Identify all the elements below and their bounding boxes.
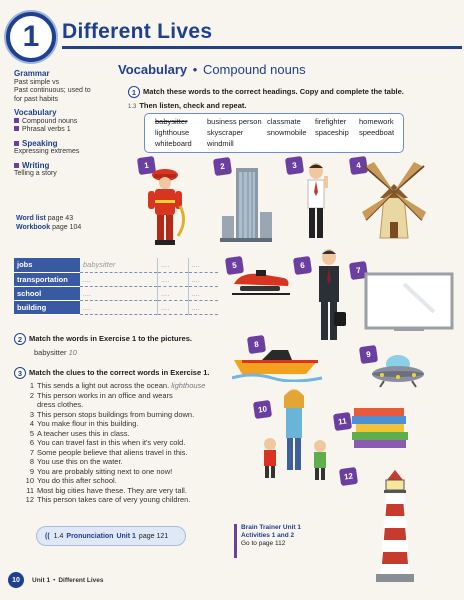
compound-nouns-table — [14, 258, 218, 315]
list-item — [24, 429, 224, 439]
clue-answer: lighthouse — [171, 381, 206, 390]
picture-badge-1: 1 — [137, 156, 156, 175]
clue-text: You use this on the water. — [37, 457, 123, 466]
list-item — [24, 410, 224, 420]
table-cell[interactable]: .... — [188, 272, 218, 286]
word-item: spaceship — [315, 128, 349, 137]
exercise-2-example — [34, 348, 77, 357]
brain-trainer-goto: Go to page 112 — [241, 540, 286, 547]
picture-badge-6: 6 — [293, 256, 312, 275]
word-box — [144, 113, 404, 153]
picture-badge-11: 11 — [333, 412, 352, 431]
table-cell[interactable]: .... — [188, 300, 218, 314]
snowmobile-illustration — [230, 264, 294, 298]
word-item: lighthouse — [155, 128, 190, 137]
lighthouse-illustration — [372, 470, 418, 586]
clue-text: This person works in an office and wears — [37, 390, 173, 400]
pronunciation-audio-number: 1.4 — [53, 532, 64, 540]
workbook-ref[interactable] — [16, 223, 81, 232]
speedboat-illustration — [232, 346, 324, 382]
pronunciation-page: page 121 — [138, 532, 169, 540]
clue-number: 3 — [29, 409, 34, 419]
brain-trainer-title: Brain Trainer Unit 1 — [241, 524, 301, 531]
contents-heading-grammar: Grammar — [14, 69, 50, 78]
table-row — [14, 300, 218, 314]
clue-number: 11 — [26, 485, 34, 495]
example-answer: 10 — [68, 348, 77, 357]
firefighter-illustration — [140, 166, 190, 248]
list-item — [24, 419, 224, 429]
exercise-number: 2 — [14, 333, 26, 345]
contents-item: Past simple vs — [14, 78, 60, 86]
picture-badge-9: 9 — [359, 345, 378, 364]
clue-number: 12 — [25, 495, 34, 504]
table-row — [14, 286, 218, 300]
audio-track-number[interactable]: 1.3 — [128, 104, 137, 110]
table-cell[interactable]: .... — [158, 272, 189, 286]
clue-number: 8 — [29, 457, 34, 466]
table-cell[interactable]: .... — [80, 272, 158, 286]
business-person-suit-illustration — [310, 248, 348, 346]
unit-contents-panel — [14, 70, 104, 179]
list-item — [24, 448, 224, 458]
clue-number: 2 — [29, 390, 34, 400]
table-row-heading: building — [14, 300, 80, 314]
word-list-label: Word list — [16, 215, 46, 222]
clue-number: 9 — [29, 466, 34, 476]
word-list-page: page 43 — [47, 215, 74, 222]
audio-wave-icon: (( — [45, 532, 50, 540]
picture-badge-2: 2 — [213, 157, 232, 176]
clue-number: 1 — [29, 381, 34, 390]
clue-text: You can travel fast in this when it's very cold. — [37, 438, 186, 447]
exercise-number: 3 — [14, 367, 26, 379]
list-item — [24, 381, 224, 391]
word-item: whiteboard — [155, 139, 192, 148]
table-cell[interactable]: .... — [80, 286, 158, 300]
table-row-heading: school — [14, 286, 80, 300]
workbook-label: Workbook — [16, 224, 51, 231]
contents-item-text: Compound nouns — [22, 117, 78, 125]
contents-item — [14, 118, 104, 127]
picture-badge-4: 4 — [349, 156, 368, 175]
picture-badge-12: 12 — [339, 467, 358, 486]
exercise-3-instruction — [14, 367, 209, 379]
table-cell[interactable]: .... — [80, 300, 158, 314]
word-item: babysitter — [155, 117, 188, 126]
workbook-page: page 104 — [52, 224, 82, 231]
contents-heading-vocabulary: Vocabulary — [14, 108, 57, 117]
clue-number: 10 — [25, 476, 34, 485]
clue-number: 6 — [29, 438, 34, 447]
table-row — [14, 272, 218, 286]
pronunciation-label: Pronunciation — [66, 532, 114, 540]
word-item: snowmobile — [267, 128, 307, 137]
exercise-1-instruction — [128, 86, 404, 98]
table-cell[interactable]: babysitter — [80, 258, 158, 272]
vocabulary-subtitle: Compound nouns — [202, 62, 306, 77]
exercise-1-line1: Match these words to the correct headings. Copy and complete the table. — [143, 86, 404, 96]
clue-text: dress clothes. — [37, 400, 84, 409]
pronunciation-unit: Unit 1 — [116, 532, 136, 540]
exercise-2-text: Match the words in Exercise 1 to the pictures. — [29, 333, 192, 343]
business-person-illustration — [296, 162, 336, 244]
word-list-ref[interactable] — [16, 214, 81, 223]
clue-text: You are probably sitting next to one now! — [37, 466, 173, 476]
contents-item-text: Phrasal verbs 1 — [22, 126, 71, 133]
bullet-dot-icon: • — [53, 576, 56, 584]
exercise-1-line2: Then listen, check and repeat. — [139, 101, 247, 110]
clue-text: This person takes care of very young children. — [37, 495, 191, 504]
list-item — [24, 400, 224, 410]
clue-text: A teacher uses this in class. — [37, 428, 130, 438]
list-item — [24, 438, 224, 448]
table-row — [14, 258, 218, 272]
clue-number: 5 — [29, 428, 34, 438]
exercise-number: 1 — [128, 86, 140, 98]
example-word: babysitter — [34, 348, 67, 357]
square-bullet-icon — [14, 163, 19, 168]
contents-item: for past habits — [14, 95, 58, 103]
word-item: classmate — [267, 117, 301, 126]
vocabulary-title: Vocabulary — [118, 62, 188, 77]
clue-text: Some people believe that aliens travel in this. — [37, 447, 188, 457]
homework-books-illustration — [350, 404, 412, 450]
bullet-dot-icon: • — [192, 62, 198, 77]
unit-number-badge: 1 — [6, 12, 56, 62]
page-footer — [8, 572, 107, 588]
contents-item: Expressing extremes — [14, 148, 80, 155]
picture-badge-3: 3 — [285, 156, 304, 175]
vocabulary-heading — [118, 62, 306, 77]
clue-text: You make flour in this building. — [37, 419, 139, 428]
contents-item: Telling a story — [14, 170, 57, 177]
square-bullet-icon — [14, 126, 19, 131]
footer-unit: Unit 1 — [32, 576, 51, 584]
list-item — [24, 391, 224, 401]
exercise-1-line2-wrap — [128, 101, 246, 110]
skyscraper-illustration — [218, 164, 274, 244]
list-item — [24, 457, 224, 467]
page-references — [16, 214, 81, 232]
whiteboard-illustration — [364, 272, 454, 334]
title-rule — [62, 46, 462, 49]
table-cell[interactable]: .... — [188, 258, 218, 272]
table-cell[interactable]: .... — [158, 258, 189, 272]
contents-heading-text: Writing — [22, 160, 50, 170]
word-item: windmill — [207, 139, 234, 148]
spaceship-illustration — [370, 354, 426, 388]
clue-text: You do this after school. — [37, 476, 117, 485]
contents-heading-writing — [14, 162, 104, 171]
list-item — [24, 495, 224, 505]
clue-number: 4 — [29, 419, 34, 428]
footer-title: Different Lives — [58, 576, 104, 584]
table-row-heading: jobs — [14, 258, 80, 272]
square-bullet-icon — [14, 118, 19, 123]
contents-heading-speaking — [14, 140, 104, 149]
brain-trainer-box[interactable] — [234, 524, 310, 558]
clue-number: 7 — [29, 447, 34, 457]
square-bullet-icon — [14, 141, 19, 146]
list-item — [24, 486, 224, 496]
unit-title: Different Lives — [62, 20, 213, 43]
word-item: skyscraper — [207, 128, 244, 137]
table-cell[interactable]: .... — [158, 286, 189, 300]
picture-badge-10: 10 — [253, 400, 272, 419]
clue-text: This person stops buildings from burning down. — [37, 409, 195, 419]
word-item: firefighter — [315, 117, 347, 126]
exercise-3-text: Match the clues to the correct words in Exercise 1. — [29, 367, 210, 377]
page-number: 10 — [8, 572, 24, 588]
list-item — [24, 467, 224, 477]
exercise-2-instruction — [14, 333, 192, 345]
picture-badge-8: 8 — [247, 335, 266, 354]
picture-badge-7: 7 — [349, 261, 368, 280]
contents-item — [14, 126, 104, 135]
clue-text: Most big cities have these. They are very tall. — [37, 485, 187, 495]
list-item — [24, 476, 224, 486]
brain-trainer-activities: Activities 1 and 2 — [241, 532, 295, 539]
word-item: homework — [359, 117, 394, 126]
contents-heading-text: Speaking — [22, 138, 58, 148]
word-item: speedboat — [359, 128, 395, 137]
clue-text: This sends a light out across the ocean. — [37, 381, 170, 390]
pronunciation-link[interactable] — [36, 526, 186, 546]
table-cell[interactable]: .... — [188, 286, 218, 300]
table-row-heading: transportation — [14, 272, 80, 286]
windmill-illustration — [356, 158, 432, 242]
clue-list — [24, 381, 224, 505]
babysitter-illustration — [258, 388, 334, 484]
clue-number — [24, 400, 34, 410]
contents-item: Past continuous; used to — [14, 87, 91, 94]
word-item: business person — [207, 117, 262, 126]
picture-badge-5: 5 — [225, 256, 244, 275]
table-cell[interactable]: .... — [158, 300, 189, 314]
